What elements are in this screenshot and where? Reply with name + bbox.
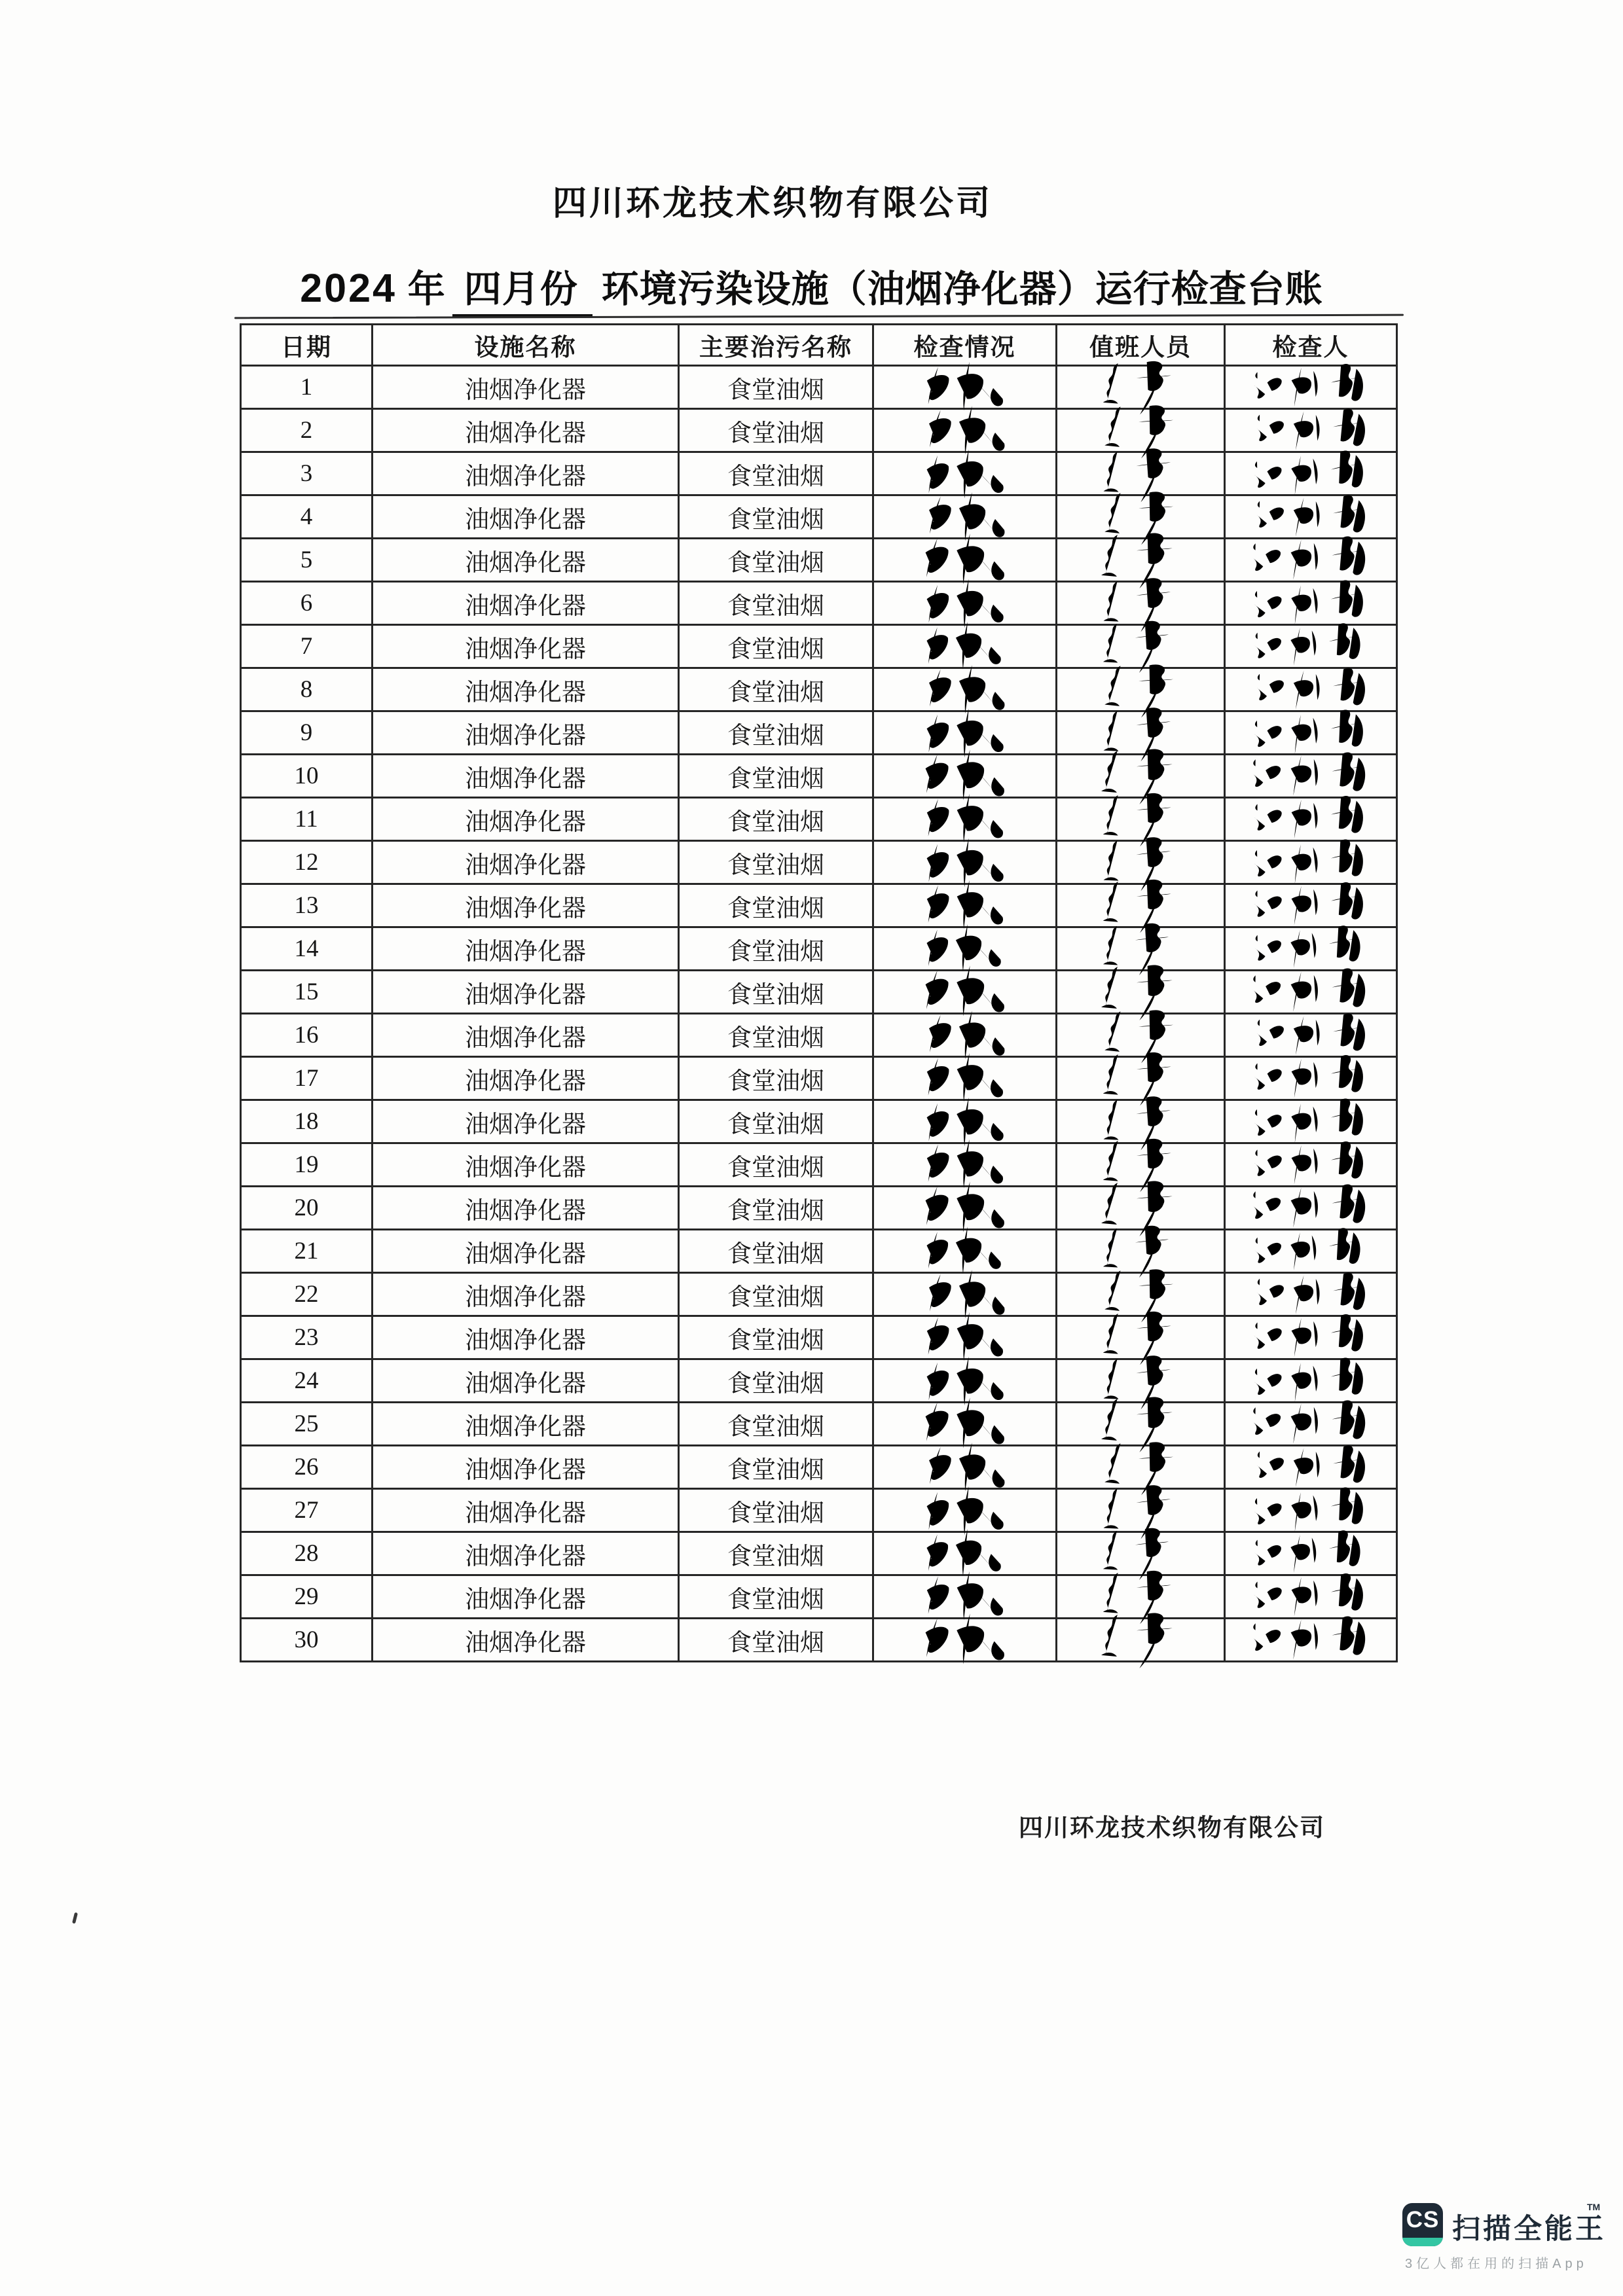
- signature-check-status: [873, 1532, 1057, 1575]
- facility-cell: 油烟净化器: [373, 1230, 679, 1273]
- table-row: [241, 495, 1397, 539]
- day-cell: 7: [241, 625, 373, 668]
- day-cell: 8: [241, 668, 373, 711]
- handwriting-icon: [1076, 1609, 1205, 1671]
- facility-cell: 油烟净化器: [373, 1057, 679, 1100]
- inspection-ledger-table: [240, 323, 1398, 1662]
- table-row: [241, 1100, 1397, 1143]
- handwriting-icon: [909, 1006, 1027, 1065]
- table-row: [241, 1575, 1397, 1619]
- day-cell: 23: [241, 1316, 373, 1359]
- pollutant-cell: 食堂油烟: [679, 1403, 873, 1446]
- signature-inspector: [1225, 1187, 1397, 1230]
- signature-duty-person: [1057, 1619, 1225, 1662]
- camscanner-logo-icon: [1402, 2203, 1443, 2246]
- pollutant-cell: 食堂油烟: [679, 1187, 873, 1230]
- day-cell: 21: [241, 1230, 373, 1273]
- camscanner-tagline: 3亿人都在用的扫描App: [1405, 2257, 1588, 2271]
- handwriting-icon: [1232, 1526, 1387, 1582]
- signature-check-status: [873, 1619, 1057, 1662]
- pollutant-cell: 食堂油烟: [679, 1489, 873, 1532]
- table-row: [241, 1057, 1397, 1100]
- signature-check-status: [873, 1489, 1057, 1532]
- table-row: [241, 884, 1397, 927]
- day-cell: 1: [241, 366, 373, 409]
- pollutant-cell: 食堂油烟: [679, 971, 873, 1014]
- signature-check-status: [873, 582, 1057, 625]
- pollutant-cell: 食堂油烟: [679, 409, 873, 452]
- day-cell: 10: [241, 755, 373, 798]
- pollutant-cell: 食堂油烟: [679, 1273, 873, 1316]
- day-cell: 24: [241, 1359, 373, 1403]
- table-row: [241, 539, 1397, 582]
- day-cell: 22: [241, 1273, 373, 1316]
- signature-check-status: [873, 625, 1057, 668]
- signature-check-status: [873, 1100, 1057, 1143]
- signature-check-status: [873, 755, 1057, 798]
- table-row: [241, 1143, 1397, 1187]
- camscanner-logo-abbr: CS: [1406, 2207, 1440, 2233]
- facility-cell: 油烟净化器: [373, 1316, 679, 1359]
- day-cell: 6: [241, 582, 373, 625]
- signature-check-status: [873, 1014, 1057, 1057]
- table-row: [241, 452, 1397, 495]
- table-row: [241, 1273, 1397, 1316]
- table-row: [241, 1532, 1397, 1575]
- facility-cell: 油烟净化器: [373, 1359, 679, 1403]
- signature-inspector: [1225, 755, 1397, 798]
- day-cell: 28: [241, 1532, 373, 1575]
- signature-check-status: [873, 971, 1057, 1014]
- facility-cell: 油烟净化器: [373, 1273, 679, 1316]
- pollutant-cell: 食堂油烟: [679, 1230, 873, 1273]
- pollutant-cell: 食堂油烟: [679, 1575, 873, 1619]
- facility-cell: 油烟净化器: [373, 711, 679, 755]
- pollutant-cell: 食堂油烟: [679, 452, 873, 495]
- table-row: [241, 971, 1397, 1014]
- signature-check-status: [873, 1403, 1057, 1446]
- pollutant-cell: 食堂油烟: [679, 1359, 873, 1403]
- facility-cell: 油烟净化器: [373, 495, 679, 539]
- handwriting-icon: [905, 1609, 1027, 1670]
- facility-cell: 油烟净化器: [373, 927, 679, 971]
- subtitle-month-underlined: 四月份: [452, 259, 593, 317]
- table-row: [241, 927, 1397, 971]
- header-check-status: 检查情况: [873, 325, 1057, 366]
- handwriting-icon: [1231, 834, 1391, 893]
- pollutant-cell: 食堂油烟: [679, 1057, 873, 1100]
- facility-cell: 油烟净化器: [373, 539, 679, 582]
- handwriting-icon: [1080, 1265, 1205, 1325]
- day-cell: 12: [241, 841, 373, 884]
- table-body: [241, 366, 1397, 1662]
- header-row: [241, 325, 1397, 366]
- signature-check-status: [873, 1187, 1057, 1230]
- facility-cell: 油烟净化器: [373, 409, 679, 452]
- day-cell: 2: [241, 409, 373, 452]
- day-cell: 25: [241, 1403, 373, 1446]
- signature-inspector: [1225, 582, 1397, 625]
- pollutant-cell: 食堂油烟: [679, 366, 873, 409]
- day-cell: 29: [241, 1575, 373, 1619]
- table-row: [241, 798, 1397, 841]
- handwriting-icon: [905, 745, 1027, 806]
- handwriting-icon: [1078, 1092, 1203, 1154]
- pollutant-cell: 食堂油烟: [679, 1532, 873, 1575]
- facility-cell: 油烟净化器: [373, 1575, 679, 1619]
- pollutant-cell: 食堂油烟: [679, 1014, 873, 1057]
- handwriting-icon: [907, 834, 1025, 893]
- signature-check-status: [873, 452, 1057, 495]
- day-cell: 17: [241, 1057, 373, 1100]
- table-row: [241, 1359, 1397, 1403]
- signature-check-status: [873, 841, 1057, 884]
- table-row: [241, 409, 1397, 452]
- header-duty-person: 值班人员: [1057, 325, 1225, 366]
- signature-inspector: [1225, 1619, 1397, 1662]
- header-date: 日期: [241, 325, 373, 366]
- handwriting-icon: [1228, 1610, 1393, 1670]
- camscanner-watermark: [1401, 2199, 1617, 2271]
- table-header: [241, 325, 1397, 366]
- day-cell: 27: [241, 1489, 373, 1532]
- day-cell: 4: [241, 495, 373, 539]
- table-row: [241, 1619, 1397, 1662]
- day-cell: 19: [241, 1143, 373, 1187]
- day-cell: 14: [241, 927, 373, 971]
- day-cell: 3: [241, 452, 373, 495]
- signature-check-status: [873, 1230, 1057, 1273]
- camscanner-app-name: 扫描全能王: [1452, 2214, 1606, 2245]
- signature-check-status: [873, 1446, 1057, 1489]
- facility-cell: 油烟净化器: [373, 452, 679, 495]
- header-inspector: 检查人: [1225, 325, 1397, 366]
- pollutant-cell: 食堂油烟: [679, 495, 873, 539]
- subtitle-rest: 环境污染设施（油烟净化器）运行检查台账: [601, 268, 1323, 310]
- subtitle-year-label: 年: [407, 268, 446, 310]
- footer-company-name: 四川环龙技术织物有限公司: [1019, 1814, 1325, 1841]
- handwriting-icon: [1233, 1007, 1393, 1066]
- handwriting-icon: [1231, 1093, 1391, 1153]
- handwriting-icon: [1078, 833, 1203, 895]
- handwriting-icon: [1080, 1005, 1205, 1066]
- scan-speck-artifact: [72, 1912, 78, 1924]
- table-row: [241, 668, 1397, 711]
- table-row: [241, 582, 1397, 625]
- handwriting-icon: [908, 1525, 1022, 1581]
- facility-cell: 油烟净化器: [373, 582, 679, 625]
- signature-check-status: [873, 539, 1057, 582]
- table-row: [241, 755, 1397, 798]
- page-title: 四川环龙技术织物有限公司: [552, 185, 993, 223]
- facility-cell: 油烟净化器: [373, 625, 679, 668]
- signature-check-status: [873, 366, 1057, 409]
- facility-cell: 油烟净化器: [373, 1143, 679, 1187]
- table-row: [241, 366, 1397, 409]
- signature-check-status: [873, 409, 1057, 452]
- pollutant-cell: 食堂油烟: [679, 711, 873, 755]
- day-cell: 9: [241, 711, 373, 755]
- table-row: [241, 1489, 1397, 1532]
- signature-inspector: [1225, 1489, 1397, 1532]
- pollutant-cell: 食堂油烟: [679, 841, 873, 884]
- facility-cell: 油烟净化器: [373, 1187, 679, 1230]
- facility-cell: 油烟净化器: [373, 1619, 679, 1662]
- handwriting-icon: [1076, 745, 1205, 807]
- pollutant-cell: 食堂油烟: [679, 1316, 873, 1359]
- pollutant-cell: 食堂油烟: [679, 798, 873, 841]
- signature-inspector: [1225, 1273, 1397, 1316]
- day-cell: 13: [241, 884, 373, 927]
- signature-duty-person: [1057, 841, 1225, 884]
- signature-duty-person: [1057, 1014, 1225, 1057]
- table-row: [241, 841, 1397, 884]
- signature-check-status: [873, 668, 1057, 711]
- table-row: [241, 1446, 1397, 1489]
- table-row: [241, 1316, 1397, 1359]
- day-cell: 5: [241, 539, 373, 582]
- table-row: [241, 625, 1397, 668]
- facility-cell: 油烟净化器: [373, 1014, 679, 1057]
- signature-inspector: [1225, 1532, 1397, 1575]
- signature-check-status: [873, 1273, 1057, 1316]
- facility-cell: 油烟净化器: [373, 1100, 679, 1143]
- handwriting-icon: [1228, 746, 1393, 806]
- facility-cell: 油烟净化器: [373, 798, 679, 841]
- pollutant-cell: 食堂油烟: [679, 539, 873, 582]
- pollutant-cell: 食堂油烟: [679, 1143, 873, 1187]
- handwriting-icon: [907, 1093, 1025, 1153]
- facility-cell: 油烟净化器: [373, 884, 679, 927]
- signature-inspector: [1225, 841, 1397, 884]
- pollutant-cell: 食堂油烟: [679, 625, 873, 668]
- facility-cell: 油烟净化器: [373, 366, 679, 409]
- day-cell: 15: [241, 971, 373, 1014]
- page-subtitle: [0, 259, 1623, 317]
- facility-cell: 油烟净化器: [373, 1403, 679, 1446]
- signature-duty-person: [1057, 755, 1225, 798]
- day-cell: 11: [241, 798, 373, 841]
- subtitle-year: 2024: [300, 266, 397, 310]
- table-row: [241, 711, 1397, 755]
- handwriting-icon: [1233, 1266, 1393, 1325]
- day-cell: 30: [241, 1619, 373, 1662]
- facility-cell: 油烟净化器: [373, 1489, 679, 1532]
- pollutant-cell: 食堂油烟: [679, 668, 873, 711]
- day-cell: 26: [241, 1446, 373, 1489]
- signature-duty-person: [1057, 1100, 1225, 1143]
- pollutant-cell: 食堂油烟: [679, 1446, 873, 1489]
- table-row: [241, 1187, 1397, 1230]
- pollutant-cell: 食堂油烟: [679, 582, 873, 625]
- camscanner-logo-strip: [1402, 2238, 1443, 2246]
- facility-cell: 油烟净化器: [373, 668, 679, 711]
- day-cell: 20: [241, 1187, 373, 1230]
- facility-cell: 油烟净化器: [373, 1532, 679, 1575]
- pollutant-cell: 食堂油烟: [679, 927, 873, 971]
- table-row: [241, 1014, 1397, 1057]
- table-row: [241, 1230, 1397, 1273]
- pollutant-cell: 食堂油烟: [679, 1619, 873, 1662]
- header-facility-name: 设施名称: [373, 325, 679, 366]
- facility-cell: 油烟净化器: [373, 755, 679, 798]
- signature-duty-person: [1057, 1273, 1225, 1316]
- facility-cell: 油烟净化器: [373, 841, 679, 884]
- handwriting-icon: [1079, 1524, 1199, 1583]
- pollutant-cell: 食堂油烟: [679, 884, 873, 927]
- table-row: [241, 1403, 1397, 1446]
- signature-inspector: [1225, 1100, 1397, 1143]
- signature-inspector: [1225, 1014, 1397, 1057]
- pollutant-cell: 食堂油烟: [679, 755, 873, 798]
- day-cell: 16: [241, 1014, 373, 1057]
- facility-cell: 油烟净化器: [373, 1446, 679, 1489]
- header-pollutant-name: 主要治污名称: [679, 325, 873, 366]
- facility-cell: 油烟净化器: [373, 971, 679, 1014]
- trademark-symbol: TM: [1587, 2202, 1601, 2212]
- day-cell: 18: [241, 1100, 373, 1143]
- pollutant-cell: 食堂油烟: [679, 1100, 873, 1143]
- handwriting-icon: [909, 1265, 1027, 1324]
